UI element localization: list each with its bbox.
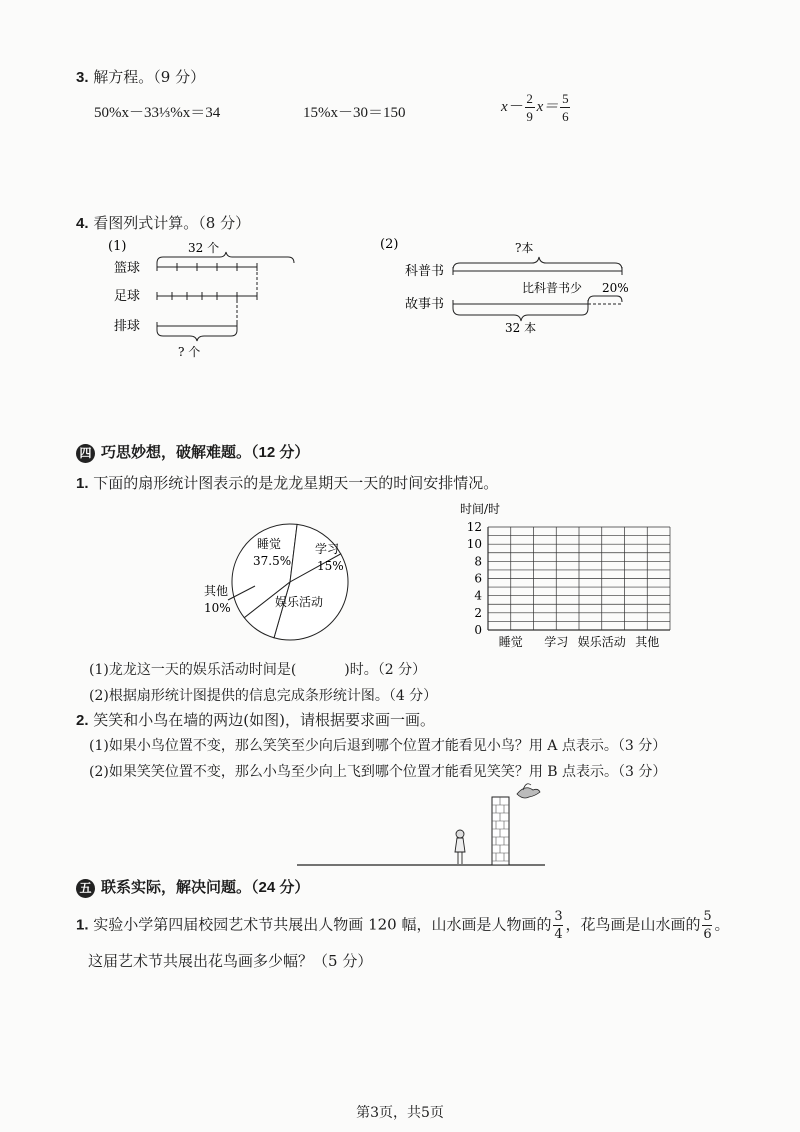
x-tick-label: 娱乐活动	[577, 635, 626, 649]
book-line-diagram	[375, 230, 635, 340]
pie-label-entertainment: 娱乐活动	[275, 595, 324, 609]
pie-percent-other: 10%	[204, 601, 231, 615]
brick-wall	[492, 797, 509, 865]
pie-label-study: 学习	[315, 542, 340, 556]
page-footer: 第3页，共5页	[356, 1105, 444, 1121]
basketball-label: 篮球	[114, 261, 141, 276]
bar-chart-grid	[488, 527, 670, 630]
label-32: 32 个	[188, 241, 220, 255]
y-tick-label: 2	[474, 605, 482, 620]
section-4-badge: 四	[76, 444, 95, 463]
y-tick-label: 12	[466, 520, 482, 534]
section-5-heading: 五 联系实际，解决问题。（24 分）	[76, 876, 309, 898]
label-question-books: ?本	[515, 241, 534, 255]
bar-chart-xticks	[499, 634, 660, 649]
q3-title: 3. 解方程。（9 分）	[76, 68, 206, 86]
ball-line-diagram	[100, 230, 330, 365]
y-tick-label: 0	[474, 623, 482, 637]
bar-chart-ylabel: 时间/时	[460, 502, 501, 516]
fraction-5-6: $\frac{5}{6}$	[562, 91, 569, 124]
y-tick-label: 10	[466, 537, 482, 552]
wall-scene	[295, 780, 550, 870]
equation-2: 15%x－30＝150	[303, 105, 406, 121]
fraction-3-4: $\frac{3}{4}$	[554, 909, 563, 942]
x-tick-label: 其他	[635, 635, 660, 649]
label-question: ? 个	[178, 345, 201, 359]
girl-figure	[455, 830, 465, 864]
s5-q1-line2: 这届艺术节共展出花鸟画多少幅？（5 分）	[88, 952, 373, 970]
pie-chart	[195, 520, 370, 645]
part-1-label: (1)	[108, 239, 127, 254]
pie-percent-sleep: 37.5%	[253, 554, 292, 568]
s4-q1-part2: (2)根据扇形统计图提供的信息完成条形统计图。（4 分）	[89, 688, 438, 704]
pie-label-sleep: 睡觉	[257, 537, 282, 551]
fraction-2-9: $\frac{2}{9}$	[526, 91, 533, 124]
bar-chart	[440, 495, 685, 660]
pie-label-other: 其他	[204, 584, 229, 598]
y-tick-label: 6	[474, 571, 482, 586]
s4-q2-part1: (1)如果小鸟位置不变，那么笑笑至少向后退到哪个位置才能看见小鸟？用 A 点表示。（3 分）	[89, 738, 667, 754]
equation-1: 50%x－33⅓%x＝34	[94, 105, 221, 121]
story-book-label: 故事书	[405, 297, 445, 312]
football-label: 足球	[114, 289, 141, 304]
label-32-books: 32 本	[505, 321, 537, 335]
label-20-percent: 20%	[602, 281, 629, 295]
bar-chart-yticks	[467, 520, 483, 637]
label-less-than: 比科普书少	[522, 281, 583, 295]
s4-q2-part2: (2)如果笑笑位置不变，那么小鸟至少向上飞到哪个位置才能看见笑笑？用 B 点表示。（3 分）	[89, 764, 667, 780]
y-tick-label: 8	[474, 554, 482, 569]
s4-q1-part1: (1)龙龙这一天的娱乐活动时间是( )时。（2 分）	[89, 662, 427, 678]
part-2-label: (2)	[380, 237, 399, 252]
section-4-heading: 四 巧思妙想，破解难题。（12 分）	[76, 441, 309, 463]
s5-q1-line1: 1. 实验小学第四届校园艺术节共展出人物画 120 幅，山水画是人物画的 $\frac{3}{4}$ ，花鸟画是山水画的 $\frac{5}{6}$ 。	[76, 909, 730, 942]
x-tick-label: 睡觉	[498, 635, 523, 649]
q4-title: 4. 看图列式计算。（8 分）	[76, 214, 251, 232]
s4-q2-text: 2. 笑笑和小鸟在墙的两边(如图)，请根据要求画一画。	[76, 711, 436, 729]
s4-q1-text: 1. 下面的扇形统计图表示的是龙龙星期天一天的时间安排情况。	[76, 474, 499, 492]
x-tick-label: 学习	[544, 635, 569, 649]
fraction-5-6b: $\frac{5}{6}$	[703, 909, 712, 942]
equation-3: x－ $\frac{2}{9}$ x＝ $\frac{5}{6}$	[501, 91, 569, 124]
volleyball-label: 排球	[114, 319, 141, 334]
pie-percent-study: 15%	[317, 559, 344, 573]
y-tick-label: 4	[474, 588, 482, 603]
bird-figure	[517, 784, 540, 798]
section-5-badge: 五	[76, 879, 95, 898]
sci-book-label: 科普书	[405, 264, 445, 279]
